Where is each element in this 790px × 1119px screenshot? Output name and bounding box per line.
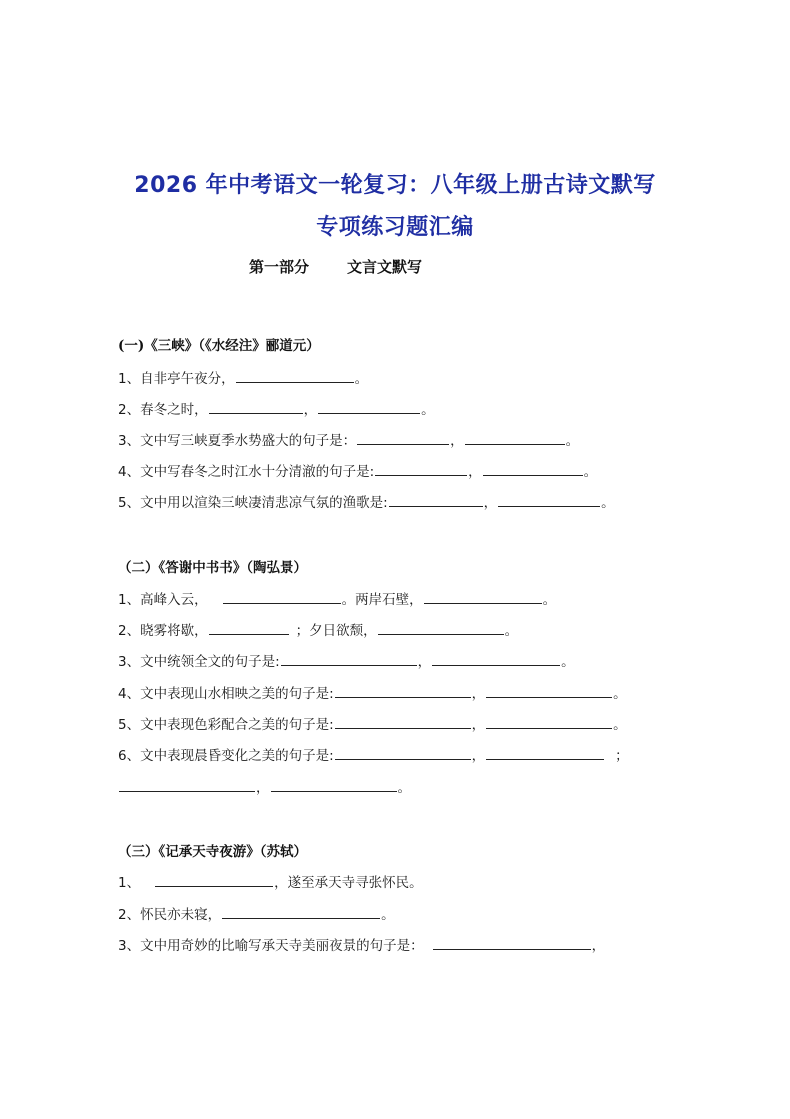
question-sep: ， — [303, 402, 318, 418]
answer-blank[interactable] — [155, 872, 273, 887]
question-end: ，遂至承天寺寻张怀民。 — [274, 875, 423, 891]
answer-blank[interactable] — [432, 651, 560, 666]
question-sep: ， — [471, 748, 486, 764]
question-text: 1、高峰入云， — [118, 592, 208, 608]
question-2-3 — [118, 651, 575, 671]
question-1-3 — [118, 430, 579, 450]
answer-blank[interactable] — [335, 714, 471, 729]
question-2-1 — [118, 589, 556, 609]
question-text: 6、文中表现晨昏变化之美的句子是: — [118, 748, 334, 764]
answer-blank[interactable] — [119, 777, 255, 792]
answer-blank[interactable] — [483, 461, 583, 476]
answer-blank[interactable] — [209, 399, 303, 414]
question-text: 4、文中表现山水相映之美的句子是: — [118, 686, 334, 702]
answer-blank[interactable] — [433, 935, 591, 950]
question-end: 。 — [397, 780, 411, 796]
answer-blank[interactable] — [375, 461, 467, 476]
question-end: 。 — [583, 464, 598, 480]
question-2-2 — [118, 620, 518, 640]
question-1-2 — [118, 399, 435, 419]
question-text: 1、自非亭午夜分， — [118, 371, 235, 387]
answer-blank[interactable] — [424, 589, 542, 604]
question-end: 。 — [421, 402, 435, 418]
question-text: 1、 — [118, 875, 141, 891]
question-3-2 — [118, 904, 395, 924]
section-heading-2: （二）《答谢中书书》（陶弘景） — [118, 560, 307, 576]
question-sep: ， — [471, 717, 486, 733]
question-text: 2、春冬之时， — [118, 402, 208, 418]
question-sep: ， — [471, 686, 486, 702]
answer-blank[interactable] — [486, 683, 612, 698]
answer-blank[interactable] — [335, 683, 471, 698]
answer-blank[interactable] — [486, 745, 604, 760]
section-heading-3: （三）《记承天寺夜游》（苏轼） — [118, 844, 307, 860]
document-title-line1: 2026 年中考语文一轮复习：八年级上册古诗文默写 — [134, 173, 656, 198]
question-sep: ， — [450, 433, 464, 449]
question-end: 。 — [381, 907, 395, 923]
question-sep: ， — [417, 654, 432, 670]
answer-blank[interactable] — [236, 368, 354, 383]
question-3-3 — [118, 935, 605, 955]
question-sep: ， — [256, 780, 270, 796]
part-label: 第一部分 — [249, 258, 310, 276]
answer-blank[interactable] — [465, 430, 565, 445]
question-text: 5、文中表现色彩配合之美的句子是: — [118, 717, 334, 733]
question-text: 3、文中统领全文的句子是: — [118, 654, 280, 670]
question-1-4 — [118, 461, 597, 481]
question-end: ， — [591, 938, 606, 954]
part-name: 文言文默写 — [347, 258, 423, 276]
question-mid: 。两岸石壁， — [341, 592, 423, 608]
question-end: 。 — [601, 495, 615, 511]
answer-blank[interactable] — [222, 904, 380, 919]
answer-blank[interactable] — [281, 651, 417, 666]
question-end: 。 — [542, 592, 557, 608]
question-2-6 — [118, 745, 629, 765]
section-heading-1: (一)《三峡》（《水经注》郦道元） — [118, 338, 320, 354]
part-heading — [249, 256, 422, 277]
answer-blank[interactable] — [335, 745, 471, 760]
answer-blank[interactable] — [486, 714, 612, 729]
answer-blank[interactable] — [318, 399, 420, 414]
question-3-1 — [118, 872, 423, 892]
question-end: 。 — [354, 371, 369, 387]
question-1-1 — [118, 368, 368, 388]
answer-blank[interactable] — [223, 589, 341, 604]
answer-blank[interactable] — [389, 492, 483, 507]
question-end: 。 — [613, 686, 627, 702]
question-1-5 — [118, 492, 615, 512]
question-text: 2、晓雾将歇， — [118, 623, 208, 639]
question-2-6-continued — [118, 777, 411, 797]
question-text: 2、怀民亦未寝， — [118, 907, 222, 923]
question-text: 3、文中写三峡夏季水势盛大的句子是： — [118, 433, 357, 449]
answer-blank[interactable] — [357, 430, 449, 445]
question-text: 3、文中用奇妙的比喻写承天寺美丽夜景的句子是： — [118, 938, 424, 954]
document-title-line2: 专项练习题汇编 — [316, 215, 474, 240]
question-end: 。 — [613, 717, 627, 733]
answer-blank[interactable] — [498, 492, 600, 507]
question-end: 。 — [561, 654, 575, 670]
question-end: 。 — [504, 623, 519, 639]
answer-blank[interactable] — [209, 620, 289, 635]
question-text: 4、文中写春冬之时江水十分清澈的句子是: — [118, 464, 375, 480]
answer-blank[interactable] — [271, 777, 397, 792]
question-text: 5、文中用以渲染三峡凄清悲凉气氛的渔歌是: — [118, 495, 388, 511]
answer-blank[interactable] — [378, 620, 504, 635]
question-mid: ；夕日欲颓， — [295, 623, 377, 639]
question-sep: ， — [483, 495, 498, 511]
question-end: 。 — [565, 433, 580, 449]
question-sep: ， — [468, 464, 482, 480]
question-2-4 — [118, 683, 627, 703]
question-2-5 — [118, 714, 627, 734]
question-end: ； — [615, 748, 629, 764]
